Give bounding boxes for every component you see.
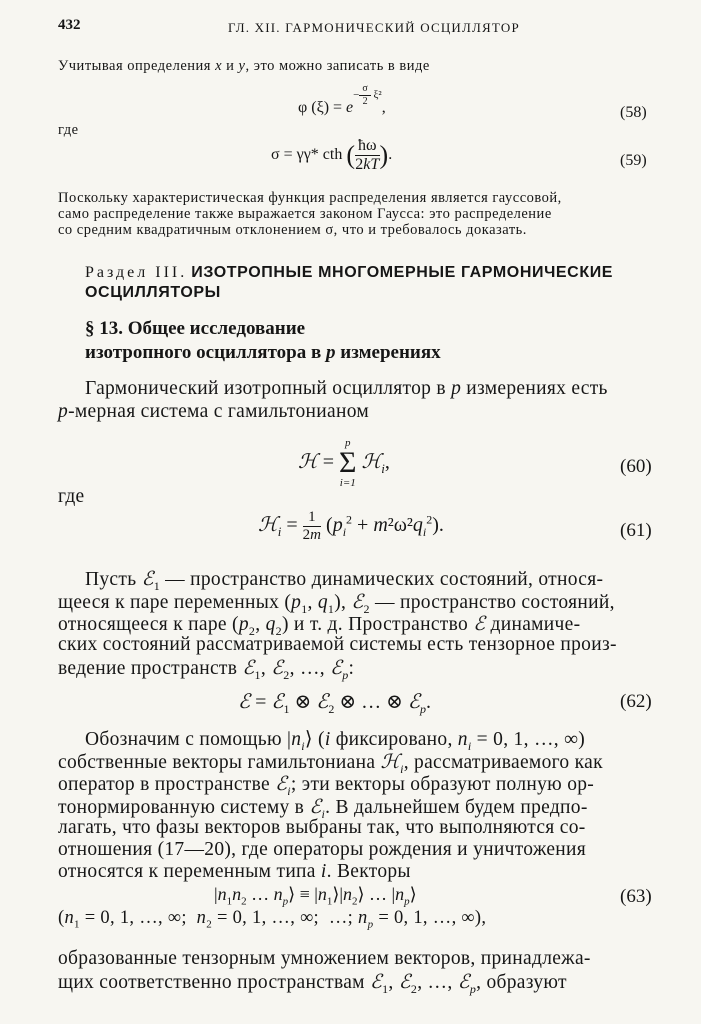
equation-61-formula: ℋ$_i$ = $\frac{1}{2m}$ $(p_i^2 + m^2\omega^2q_i^2)$. — [258, 509, 444, 543]
para2-line-2: щееся к паре переменных ($p_1$, $q_1$), ℰ$_2$ — пространство состояний, — [58, 592, 615, 616]
subsection-heading-line-2: изотропного осциллятора в p измерениях — [85, 342, 441, 363]
small-para-line-2: само распределение также выражается законом Гаусса: это распределение — [58, 206, 552, 222]
equation-61-number: (61) — [620, 520, 652, 541]
equation-58-number: (58) — [620, 104, 647, 121]
small-para-line-1: Поскольку характеристическая функция распределения является гауссовой, — [58, 190, 562, 206]
para3-line-3: оператор в пространстве ℰ$_i$; эти векторы образуют полную ор- — [58, 774, 595, 798]
section-label: Раздел III. — [85, 264, 188, 281]
gde-label-2: где — [58, 486, 85, 507]
section-heading-line-1 — [85, 264, 613, 282]
para1-line-2: p-мерная система с гамильтонианом — [58, 401, 370, 422]
para3-line-1: Обозначим с помощью $|n_i⟩$ (i фиксировано, $n_i = 0$, 1, …, ∞) — [85, 729, 586, 753]
para2-line-3: относящееся к паре ($p_2$, $q_2$) и т. д. Пространство ℰ динамиче- — [58, 614, 581, 638]
para2-line-1: Пусть ℰ$_1$ — пространство динамических состояний, относя- — [85, 569, 604, 593]
equation-63-formula: $|n_1n_2$ … $n_p⟩$ ≡ $|n_1⟩|n_2⟩$ … $|n_p⟩$ — [214, 884, 417, 908]
subsection-heading-line-1: § 13. Общее исследование — [85, 318, 306, 339]
para3-line-4: тонормированную систему в ℰ$_i$. В дальнейшем будем предпо- — [58, 797, 588, 821]
equation-60 — [0, 438, 701, 494]
equation-62-formula: ℰ = ℰ$_1$ ⊗ ℰ$_2$ ⊗ … ⊗ ℰ$_p$. — [238, 691, 431, 716]
para3-line-2: собственные векторы гамильтониана ℋ$_i$, рассматриваемого как — [58, 752, 603, 776]
equation-62-number: (62) — [620, 691, 652, 712]
para3-line-7: относятся к переменным типа i. Векторы — [58, 861, 411, 882]
page-number: 432 — [58, 17, 81, 33]
equation-63-condition: ($n_1 = 0$, 1, …, ∞; $n_2 = 0$, 1, …, ∞; …; $n_p = 0$, 1, …, ∞), — [58, 908, 487, 931]
equation-60-formula: ℋ = p Σ i=1 ℋ$_i$, — [298, 437, 390, 489]
para3-line-6: отношения (17—20), где операторы рождения и уничтожения — [58, 839, 587, 860]
intro-line: Учитывая определения x и y, это можно записать в виде — [58, 58, 430, 74]
para4-line-1: образованные тензорным умножением векторов, принадлежа- — [58, 948, 591, 969]
section-title-1: ИЗОТРОПНЫЕ МНОГОМЕРНЫЕ ГАРМОНИЧЕСКИЕ — [191, 264, 614, 281]
equation-62 — [0, 683, 701, 727]
equation-59-number: (59) — [620, 152, 647, 169]
section-title-2: ОСЦИЛЛЯТОРЫ — [85, 284, 221, 301]
equation-63-number: (63) — [620, 886, 652, 907]
equation-60-number: (60) — [620, 456, 652, 477]
running-title: ГЛ. XII. ГАРМОНИЧЕСКИЙ ОСЦИЛЛЯТОР — [228, 20, 520, 35]
para2-line-5: ведение пространств ℰ$_1$, ℰ$_2$, …, ℰ$_p$: — [58, 658, 355, 682]
para2-line-4: ских состояний рассматриваемой системы есть тензорное произ- — [58, 634, 617, 655]
para4-line-2: щих соответственно пространствам ℰ$_1$, ℰ$_2$, …, ℰ$_p$, образуют — [58, 972, 567, 996]
equation-58-formula: φ $(\xi) = e^{- \frac{\sigma}{2} \xi^2}$, — [298, 83, 386, 117]
para1-line-1: Гармонический изотропный осциллятор в p измерениях есть — [85, 378, 608, 399]
equation-58 — [0, 83, 701, 136]
equation-59-formula: σ = γγ* cth ( $\frac{ħ\omega}{2kT}$ ). — [271, 137, 393, 173]
para3-line-5: лагать, что фазы векторов выбраны так, что выполняются со- — [58, 817, 586, 838]
small-para-line-3: со средним квадратичным отклонением σ, что и требовалось доказать. — [58, 222, 527, 238]
equation-61 — [0, 510, 701, 554]
equation-59 — [0, 136, 701, 180]
gde-label-1: где — [58, 122, 79, 138]
